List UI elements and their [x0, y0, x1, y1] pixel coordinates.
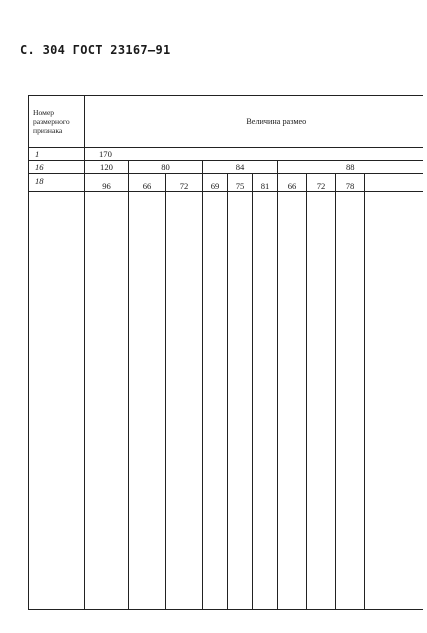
r16-v3: 84	[203, 161, 278, 174]
value-column-9	[336, 192, 365, 610]
value-column-7	[278, 192, 307, 610]
row-label-1: 1	[29, 148, 85, 161]
r18-v9: 78	[336, 174, 365, 192]
value-column-2	[129, 192, 166, 610]
r18-v8: 72	[307, 174, 336, 192]
dimensions-table	[28, 95, 423, 610]
row-header-label: Номер размерного признака	[29, 96, 85, 148]
height-value: 170	[85, 148, 423, 161]
r18-v4: 69	[203, 174, 228, 192]
r18-v7: 66	[278, 174, 307, 192]
value-column-8	[307, 192, 336, 610]
index-column	[29, 192, 85, 610]
value-column-6	[253, 192, 278, 610]
row-label-18: 18	[29, 174, 85, 192]
value-column-3	[166, 192, 203, 610]
page-header: С. 304 ГОСТ 23167—91	[20, 43, 171, 57]
value-column-4	[203, 192, 228, 610]
value-column-5	[228, 192, 253, 610]
r16-v4: 88	[278, 161, 423, 174]
value-column-1	[85, 192, 129, 610]
r16-v2: 80	[129, 161, 203, 174]
column-group-title: Величина размео	[85, 96, 423, 148]
r18-v6: 81	[253, 174, 278, 192]
r18-v3: 72	[166, 174, 203, 192]
row-label-16: 16	[29, 161, 85, 174]
r18-v5: 75	[228, 174, 253, 192]
r16-v1: 120	[85, 161, 129, 174]
r18-v1: 96	[85, 174, 129, 192]
r18-v2: 66	[129, 174, 166, 192]
